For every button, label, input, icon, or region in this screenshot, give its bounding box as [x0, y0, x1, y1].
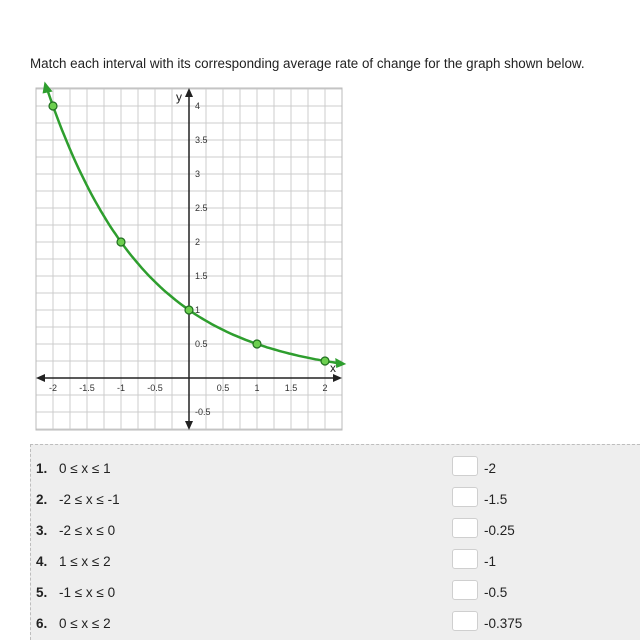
rate-option[interactable]: -1.5	[484, 492, 508, 507]
x-axis-label: x	[330, 361, 336, 375]
rate-option[interactable]: -2	[484, 461, 497, 476]
function-curve	[48, 91, 338, 364]
answer-drop-box[interactable]	[452, 580, 478, 600]
x-tick-label: -0.5	[147, 383, 163, 393]
x-tick-label: 1	[254, 383, 260, 393]
y-tick-label: 4	[195, 101, 201, 111]
answer-drop-box[interactable]	[452, 611, 478, 631]
data-point	[49, 102, 57, 110]
x-axis-arrow-left	[36, 374, 45, 382]
x-tick-label: 2	[322, 383, 328, 393]
data-point	[321, 357, 329, 365]
item-number: 1.	[36, 461, 48, 476]
answer-drop-box[interactable]	[452, 549, 478, 569]
item-number: 6.	[36, 616, 48, 631]
x-tick-label: -1.5	[79, 383, 95, 393]
y-tick-label: 1	[195, 305, 201, 315]
y-tick-label: 2.5	[195, 203, 208, 213]
rate-option[interactable]: -0.5	[484, 585, 508, 600]
interval-label: -2 ≤ x ≤ 0	[59, 523, 116, 538]
x-tick-label: 1.5	[284, 383, 298, 393]
interval-label: 0 ≤ x ≤ 2	[59, 616, 111, 631]
x-axis-arrow-right	[333, 374, 342, 382]
y-tick-label: 2	[195, 237, 201, 247]
y-axis-label: y	[176, 90, 182, 104]
interval-label: 0 ≤ x ≤ 1	[59, 461, 111, 476]
question-prompt: Match each interval with its corresponding average rate of change for the graph shown below.	[30, 56, 585, 71]
answer-drop-box[interactable]	[452, 518, 478, 538]
match-row	[31, 486, 640, 514]
interval-label: -1 ≤ x ≤ 0	[59, 585, 116, 600]
data-point	[253, 340, 261, 348]
data-point	[185, 306, 193, 314]
rate-option[interactable]: -1	[484, 554, 497, 569]
item-number: 4.	[36, 554, 48, 569]
match-row	[31, 455, 640, 483]
y-tick-label: 3	[195, 169, 201, 179]
y-tick-label: 0.5	[195, 339, 208, 349]
y-tick-label: 3.5	[195, 135, 208, 145]
x-tick-label: -1	[116, 383, 126, 393]
interval-label: 1 ≤ x ≤ 2	[59, 554, 111, 569]
item-number: 5.	[36, 585, 48, 600]
match-row	[31, 548, 640, 576]
interval-label: -2 ≤ x ≤ -1	[59, 492, 120, 507]
x-tick-label: -2	[48, 383, 58, 393]
x-tick-label: 0.5	[216, 383, 230, 393]
answer-drop-box[interactable]	[452, 487, 478, 507]
match-row	[31, 517, 640, 545]
match-row	[31, 579, 640, 607]
item-number: 2.	[36, 492, 48, 507]
rate-option[interactable]: -0.375	[484, 616, 523, 631]
item-number: 3.	[36, 523, 48, 538]
curve-arrow-left	[43, 81, 53, 93]
curve-arrow-right	[335, 358, 346, 368]
y-tick-label: 1.5	[195, 271, 208, 281]
answer-drop-box[interactable]	[452, 456, 478, 476]
match-row	[31, 610, 640, 638]
data-point	[117, 238, 125, 246]
y-tick-label: -0.5	[195, 407, 211, 417]
rate-option[interactable]: -0.25	[484, 523, 515, 538]
matching-panel	[30, 444, 640, 640]
